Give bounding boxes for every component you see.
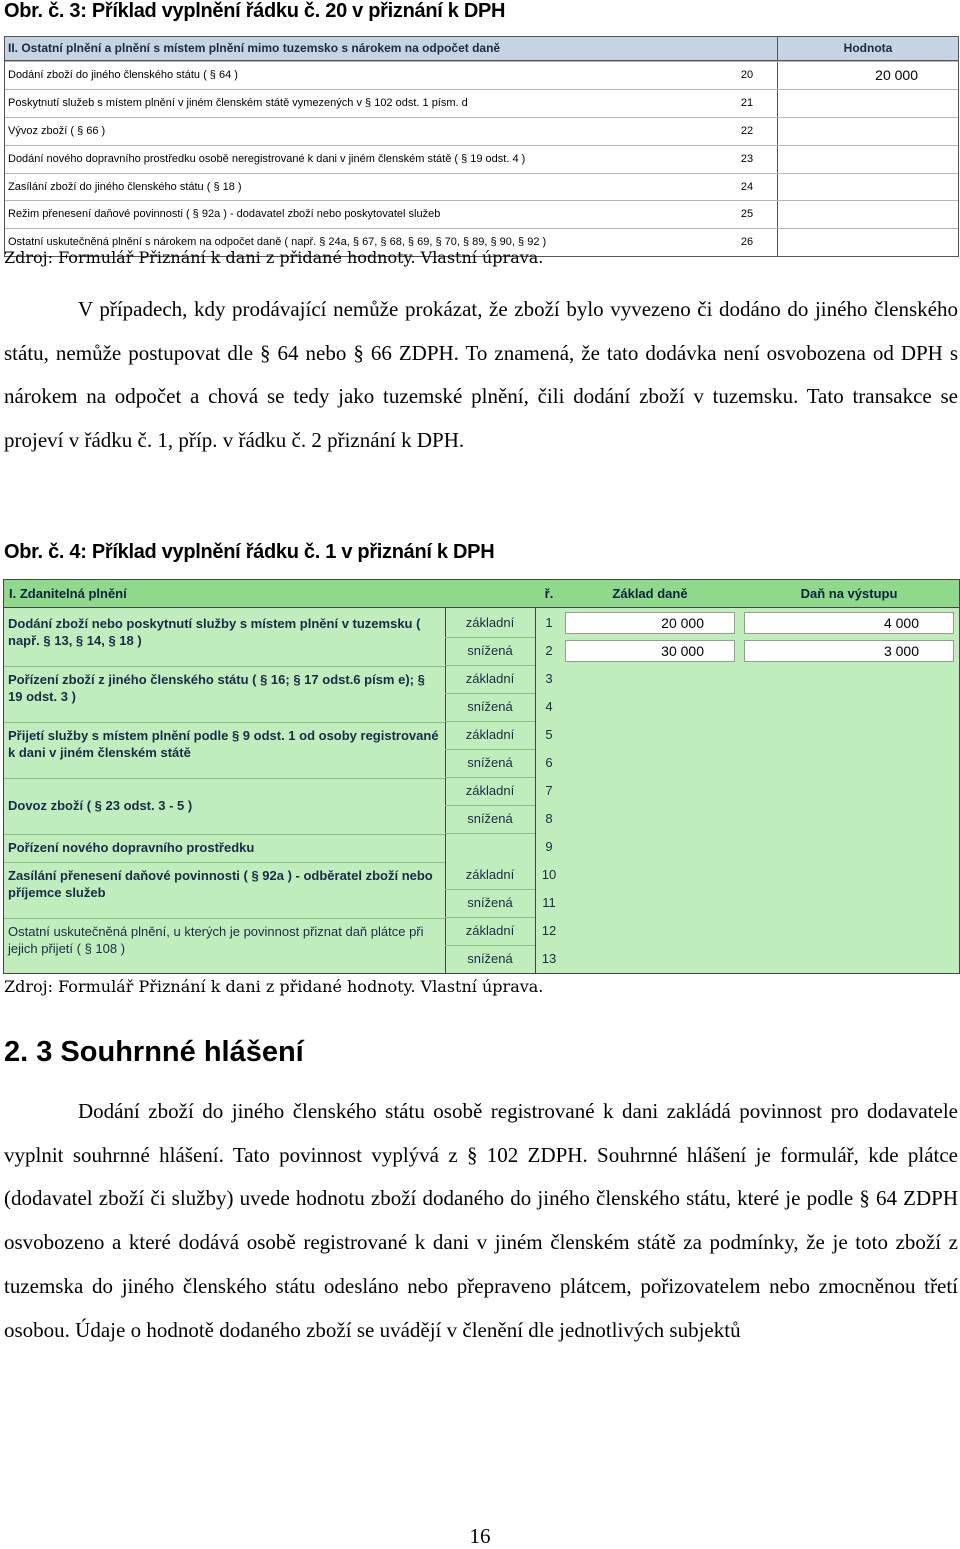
table-row: Režim přenesení daňové povinnosti ( § 92a ) - dodavatel zboží nebo poskytovatel služeb 25 bbox=[5, 200, 958, 228]
source-note-1: Zdroj: Formulář Přiznání k dani z přidané hodnoty. Vlastní úprava. bbox=[4, 248, 544, 267]
value-cell bbox=[777, 174, 958, 201]
table-row: Ostatní uskutečněná plnění s nárokem na odpočet daně ( např. § 24a, § 67, § 68, § 69, § 70, § 89, § 90, § 92 ) 26 bbox=[5, 228, 958, 256]
table-row: Poskytnutí služeb s místem plnění v jiném členském státě vymezených v § 102 odst. 1 písm. d 21 bbox=[5, 89, 958, 117]
base-column-header: Základ daně bbox=[612, 586, 688, 601]
table-row: Dodání nového dopravního prostředku osobě neregistrované k dani v jiném členském státě ( § 19 odst. 4 ) 23 bbox=[5, 145, 958, 173]
table-row: Vývoz zboží ( § 66 ) 22 bbox=[5, 117, 958, 145]
table-group: Přijetí služby s místem plnění podle § 9 odst. 1 od osoby registrované k dani v jiném členském státě bbox=[4, 723, 445, 779]
vat-table-section-i: I. Zdanitelná plnění ř. Základ daně Daň na výstupu Dodání zboží nebo poskytnutí služby s místem plnění v tuzemsku ( např. § 13, § 14, § 18 ) základní 1 20 000 4 000 snížená 2 30 000 3 000 Pořízení zboží z jiného členského státu ( § 16; § 17 odst.6 písm e); § 19 odst. 3 ) základní 3 snížená 4 Přijetí služby s místem plnění podle § 9 odst. 1 od osoby registrované k dani v jiném členském státě základní 5 snížená 6 Dovoz zboží ( § 23 odst. 3 - 5 ) základní 7 snížená 8 Pořízení nového dopravního prostředku 9 Zasílání přenesení daňové povinnosti ( § 92a ) - odběratel zboží nebo příjemce služeb základní 10 snížená 11 Ostatní uskutečněná plnění, u kterých je povinnost přiznat daň plátce při jejich přijetí ( § 108 ) základní 12 snížená 13 bbox=[3, 579, 960, 974]
table-row: Zasílání zboží do jiného členského státu ( § 18 ) 24 bbox=[5, 173, 958, 201]
source-note-2: Zdroj: Formulář Přiznání k dani z přidané hodnoty. Vlastní úprava. bbox=[4, 977, 544, 996]
section-title: I. Zdanitelná plnění bbox=[9, 586, 127, 601]
tax-column-header: Daň na výstupu bbox=[800, 586, 898, 601]
page-number: 16 bbox=[469, 1524, 491, 1548]
table-header bbox=[4, 580, 959, 608]
table-header bbox=[5, 37, 958, 61]
value-cell bbox=[777, 146, 958, 173]
value-cell bbox=[777, 201, 958, 228]
base-cell: 20 000 bbox=[565, 612, 735, 634]
table-group: Dodání zboží nebo poskytnutí služby s místem plnění v tuzemsku ( např. § 13, § 14, § 18 ) bbox=[4, 611, 445, 667]
value-cell bbox=[777, 90, 958, 117]
value-cell bbox=[777, 229, 958, 256]
section-heading: 2. 3 Souhrnné hlášení bbox=[4, 1036, 304, 1068]
table-group: Pořízení nového dopravního prostředku bbox=[4, 835, 445, 863]
value-cell: 20 000 bbox=[777, 62, 958, 89]
table-group: Ostatní uskutečněná plnění, u kterých je povinnost přiznat daň plátce při jejich přijetí ( § 108 ) bbox=[8, 924, 424, 956]
body-paragraph-1: V případech, kdy prodávající nemůže prokázat, že zboží bylo vyvezeno či dodáno do jiného členského státu, nemůže postupovat dle § 64 nebo § 66 ZDPH. To znamená, že tato dodávka není osvobozena od DPH s nárokem na odpočet a chová se tedy jako tuzemské plnění, čili dodání zboží v tuzemsku. Tato transakce se projeví v řádku č. 1, příp. v řádku č. 2 přiznání k DPH. bbox=[4, 297, 958, 453]
figure-caption-3: Obr. č. 3: Příklad vyplnění řádku č. 20 v přiznání k DPH bbox=[4, 0, 506, 22]
value-cell bbox=[777, 118, 958, 145]
row-column-header: ř. bbox=[544, 586, 554, 601]
table-group: Dovoz zboží ( § 23 odst. 3 - 5 ) bbox=[4, 779, 445, 835]
table-group: Zasílání přenesení daňové povinnosti ( § 92a ) - odběratel zboží nebo příjemce služeb bbox=[4, 863, 445, 919]
value-column-header: Hodnota bbox=[777, 37, 958, 60]
vat-table-section-ii bbox=[4, 36, 959, 257]
tax-cell: 3 000 bbox=[744, 640, 954, 662]
base-cell: 30 000 bbox=[565, 640, 735, 662]
table-group: Pořízení zboží z jiného členského státu ( § 16; § 17 odst.6 písm e); § 19 odst. 3 ) bbox=[4, 667, 445, 723]
body-paragraph-2: Dodání zboží do jiného členského státu osobě registrované k dani zakládá povinnost pro dodavatele vyplnit souhrnné hlášení. Tato povinnost vyplývá z § 102 ZDPH. Souhrnné hlášení je formulář, kde plátce (dodavatel zboží či služby) uvede hodnotu zboží dodaného do jiného členského státu, které je podle § 64 ZDPH osvobozeno a které dodává osobě registrované k dani v jiném členském státě za podmínky, že je toto zboží z tuzemska do jiného členského státu odesláno nebo přepraveno plátcem, pořizovatelem nebo zmocněnou třetí osobou. Údaje o hodnotě dodaného zboží se uvádějí v členění dle jednotlivých subjektů bbox=[4, 1099, 958, 1342]
tax-cell: 4 000 bbox=[744, 612, 954, 634]
section-title: II. Ostatní plnění a plnění s místem plnění mimo tuzemsko s nárokem na odpočet daně bbox=[8, 41, 501, 55]
figure-caption-4: Obr. č. 4: Příklad vyplnění řádku č. 1 v přiznání k DPH bbox=[4, 541, 495, 563]
table-row: Dodání zboží do jiného členského státu ( § 64 ) 20 20 000 bbox=[5, 61, 958, 89]
